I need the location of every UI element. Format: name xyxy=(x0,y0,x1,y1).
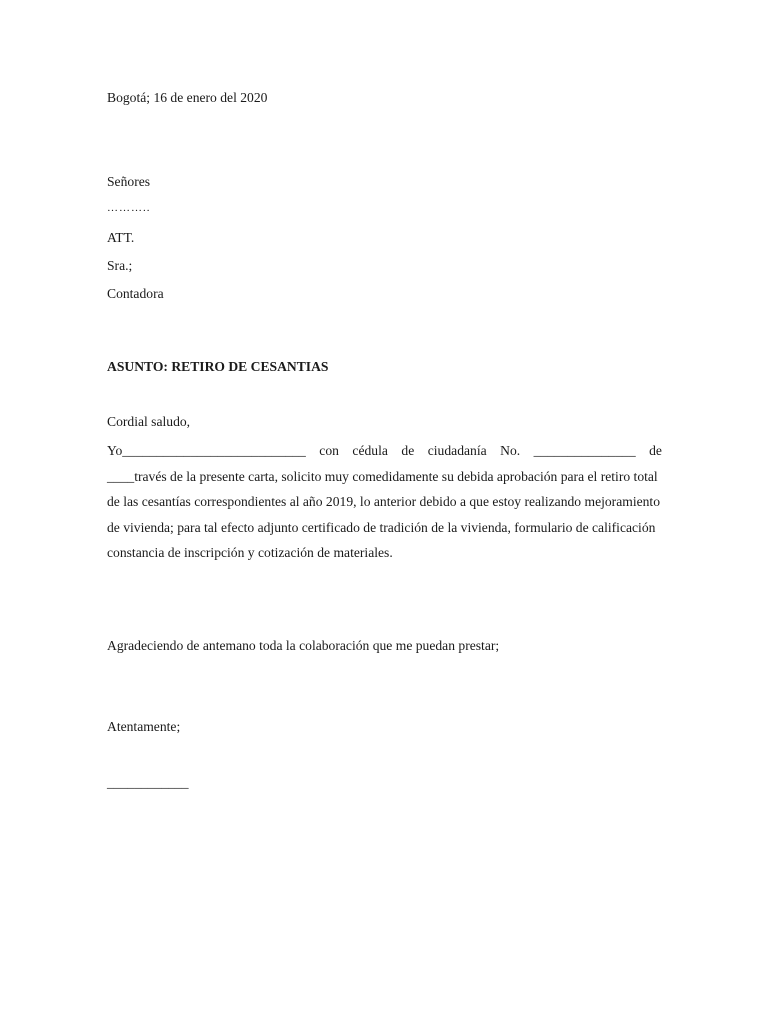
body-row-4: de vivienda; para tal efecto adjunto certificado de tradición de la vivienda, formulario de calificación xyxy=(107,519,656,535)
body-word-ciudadania: ciudadanía xyxy=(427,443,487,458)
body-row-3: de las cesantías correspondientes al año 2019, lo anterior debido a que estoy realizando mejoramiento xyxy=(107,494,660,509)
body-yo-blank: Yo___________________________ xyxy=(107,443,306,458)
greeting: Cordial saludo, xyxy=(107,414,191,429)
date-line: Bogotá; 16 de enero del 2020 xyxy=(107,90,268,105)
body-word-de: de xyxy=(401,443,415,458)
body-word-no: No. xyxy=(500,443,521,458)
recipient-name-placeholder: ……….. xyxy=(107,202,151,214)
recipient-salutation: Señores xyxy=(107,174,151,189)
body-row-1 xyxy=(107,438,662,464)
body-word-con: con xyxy=(319,443,339,458)
body-word-de-end: de xyxy=(649,443,662,458)
recipient-att: ATT. xyxy=(107,230,135,245)
recipient-role: Contadora xyxy=(107,286,164,301)
signature-line: ____________ xyxy=(107,775,189,790)
thanks-line: Agradeciendo de antemano toda la colaboración que me puedan prestar; xyxy=(107,638,500,653)
body-paragraph xyxy=(107,438,662,566)
body-row-5: constancia de inscripción y cotización de materiales. xyxy=(107,545,393,560)
body-word-cedula: cédula xyxy=(352,443,388,458)
subject-line: ASUNTO: RETIRO DE CESANTIAS xyxy=(107,359,329,374)
closing-line: Atentamente; xyxy=(107,719,181,734)
body-id-blank: _______________ xyxy=(533,443,636,458)
recipient-title: Sra.; xyxy=(107,258,133,273)
body-row-2: ____través de la presente carta, solicito muy comedidamente su debida aprobación para el retiro total xyxy=(107,468,658,484)
